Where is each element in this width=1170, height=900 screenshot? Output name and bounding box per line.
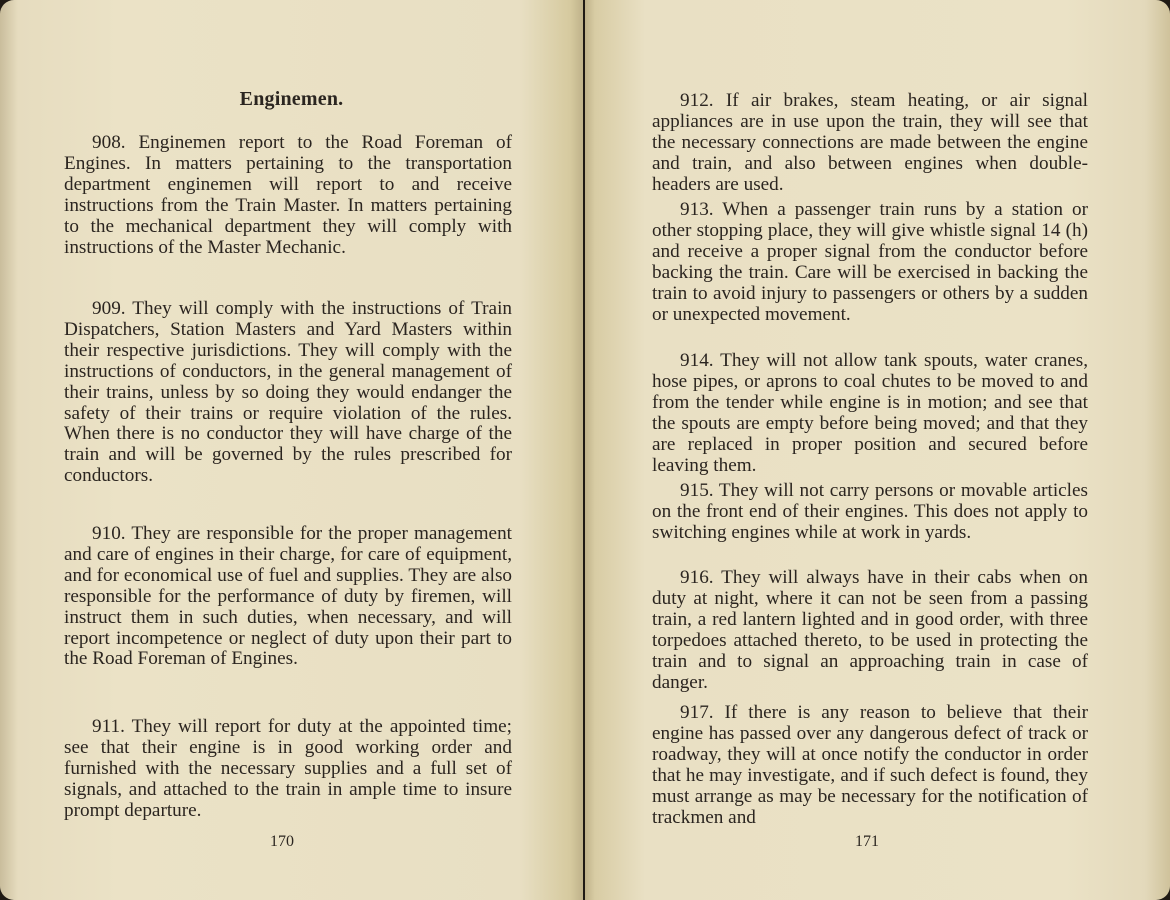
rule-916: [652, 568, 1088, 693]
rule-909: [64, 299, 512, 487]
rule-paragraph: 913. When a passenger train runs by a station or other stopping place, they will give whistle signal 14 (h) and receive a proper signal from the conductor before backing the train. Care will be exercised in backing the train to avoid injury to passengers or others by a sudden or unexpected movement.: [652, 199, 1088, 325]
rule-paragraph: 915. They will not carry persons or movable articles on the front end of their engines. This does not apply to switching engines while at work in yards.: [652, 480, 1088, 543]
rule-910: [64, 524, 512, 670]
section-heading: Enginemen.: [239, 88, 344, 110]
rule-908: [64, 133, 512, 258]
rule-911: [64, 717, 512, 822]
right-page: [585, 0, 1170, 900]
rule-913: [652, 200, 1088, 325]
rule-paragraph: 908. Enginemen report to the Road Foreman of Engines. In matters pertaining to the transportation department enginemen will report to and receive instructions from the Train Master. In matters pertaining to the mechanical department they will comply with instructions of the Master Mechanic.: [64, 132, 512, 258]
left-page: [0, 0, 583, 900]
page-number: 170: [270, 833, 294, 850]
rule-paragraph: 916. They will always have in their cabs when on duty at night, where it can not be seen from a passing train, a red lantern lighted and in good order, with three torpedoes attached thereto, to be used in protecting the train and to signal an approaching train in case of danger.: [652, 567, 1088, 693]
rule-paragraph: 909. They will comply with the instructions of Train Dispatchers, Station Masters and Yard Masters within their respective jurisdictions. They will comply with the instructions of conductors, in the general management of their trains, unless by so doing they would endanger the safety of their trains or require violation of the rules. When there is no conductor they will have charge of the train and will be governed by the rules prescribed for conductors.: [64, 298, 512, 487]
page-number: 171: [855, 833, 879, 850]
rule-915: [652, 481, 1088, 544]
rule-paragraph: 910. They are responsible for the proper management and care of engines in their charge, for care of equipment, and for economical use of fuel and supplies. They are also responsible for the performance of duty by firemen, will instruct them in such duties, when necessary, and will report incompetence or neglect of duty upon their part to the Road Foreman of Engines.: [64, 523, 512, 670]
rule-paragraph: 917. If there is any reason to believe that their engine has passed over any dangerous defect of track or roadway, they will at once notify the conductor in order that he may investigate, and if such defect is found, they must arrange as may be necessary for the notification of trackmen and: [652, 702, 1088, 828]
rule-917: [652, 703, 1088, 828]
rule-paragraph: 912. If air brakes, steam heating, or air signal appliances are in use upon the train, they will see that the necessary connections are made between the engine and train, and also between engines when double-headers are used.: [652, 90, 1088, 195]
rule-912: [652, 91, 1088, 196]
rule-paragraph: 914. They will not allow tank spouts, water cranes, hose pipes, or aprons to coal chutes to be moved to and from the tender while engine is in motion; and see that the spouts are empty before being moved; and that they are replaced in proper position and secured before leaving them.: [652, 350, 1088, 476]
rule-914: [652, 351, 1088, 476]
rule-paragraph: 911. They will report for duty at the appointed time; see that their engine is in good working order and furnished with the necessary supplies and a full set of signals, and attached to the train in ample time to insure prompt departure.: [64, 716, 512, 821]
